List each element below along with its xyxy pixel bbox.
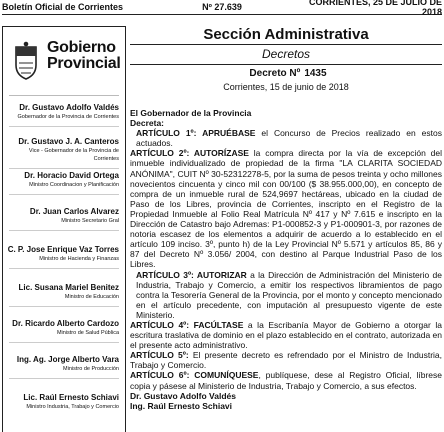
divider (9, 168, 119, 169)
official-name: Dr. Horacio David Ortega (24, 171, 119, 180)
page-header (2, 0, 442, 15)
brand-line-1: Gobierno (47, 39, 116, 56)
publication-title: Boletín Oficial de Corrientes (2, 2, 124, 12)
official-entry (3, 393, 119, 411)
official-name: C. P. Jose Enrique Vaz Torres (7, 245, 119, 254)
official-title: Ministro de Educación (64, 294, 119, 300)
official-name: Dr. Gustavo J. A. Canteros (18, 137, 119, 146)
decree-label: Decreto Nº (249, 68, 301, 79)
divider (9, 126, 119, 127)
governor-line: El Gobernador de la Provincia (130, 108, 252, 118)
official-title: Gobernador de la Provincia de Corrientes (17, 114, 119, 120)
divider (9, 342, 119, 343)
place-date: Corrientes, 15 de junio de 2018 (223, 82, 349, 92)
decree-body (130, 108, 442, 411)
official-entry (3, 103, 119, 121)
article-4 (130, 320, 442, 350)
decreta-line: Decreta: (130, 118, 165, 129)
article-text: a la Dirección de Administración del Ministerio de Industria, Trabajo y Comercio, a emitir los respectivos libramientos de pago contra la Tesorería General de la Provincia, por el monto y concepto mencionado en el artículo precedente, con imputación al presupuesto vigente de este Ministerio. (136, 269, 442, 320)
divider (9, 194, 119, 195)
signature-2: Ing. Raúl Ernesto Schiavi (130, 400, 233, 411)
decree-number (130, 68, 442, 79)
official-entry (3, 245, 119, 263)
article-5 (130, 350, 442, 370)
officials-sidebar (2, 26, 126, 432)
divider (9, 268, 119, 269)
article-text: el Concurso de Precios realizado en estos actuados. (136, 128, 442, 149)
article-head: ARTÍCULO 3º: AUTORIZAR (136, 269, 247, 280)
official-title: Vice - Gobernador de la Provincia de Corrientes (28, 148, 119, 162)
signature-1: Dr. Gustavo Adolfo Valdés (130, 390, 236, 401)
official-entry (3, 319, 119, 337)
subsection-title: Decretos (261, 47, 311, 61)
decree-content (130, 26, 442, 432)
official-name: Ing. Ag. Jorge Alberto Vara (16, 355, 119, 364)
decree-value: 1435 (304, 68, 327, 79)
official-name: Lic. Raúl Ernesto Schiavi (23, 393, 119, 402)
article-6 (130, 370, 442, 390)
divider (9, 230, 119, 231)
official-entry (3, 207, 119, 225)
article-head: ARTÍCULO 5º: (130, 350, 189, 361)
official-entry (3, 283, 119, 301)
publication-date: CORRIENTES, 25 DE JULIO DE 2018 (308, 0, 443, 17)
article-head: ARTÍCULO 6º: COMUNÍQUESE (130, 370, 259, 381)
official-entry (3, 171, 119, 189)
divider (9, 95, 119, 96)
official-title: Ministro Secretario Gral (61, 218, 119, 224)
article-2 (130, 148, 442, 269)
divider (9, 378, 119, 379)
official-name: Dr. Gustavo Adolfo Valdés (19, 103, 119, 112)
article-text: El presente decreto es refrendado por el Ministro de Industria, Trabajo y Comercio. (130, 350, 442, 371)
issue-number: Nº 27.639 (202, 2, 242, 12)
article-head: ARTÍCULO 2º: AUTORÍZASE (130, 148, 249, 159)
official-title: Ministro Coordinacion y Planificación (29, 182, 119, 188)
article-head: ARTÍCULO 4º: FACÚLTASE (130, 319, 244, 330)
official-title: Ministro de Salud Pública (56, 330, 119, 336)
section-title: Sección Administrativa (130, 26, 442, 45)
official-name: Dr. Ricardo Alberto Cardozo (12, 319, 119, 328)
coat-of-arms-icon (13, 41, 39, 81)
official-title: Ministro de Hacienda y Finanzas (39, 256, 119, 262)
article-1 (130, 128, 442, 148)
divider (9, 306, 119, 307)
article-text: , publíquese, dese al Registro Oficial, líbrese copia y pásese al Ministerio de Industria, Trabajo y Comercio, a sus efectos. (130, 370, 443, 391)
official-title: Ministro Industria, Trabajo y Comercio (26, 404, 119, 410)
article-text: la compra directa por la vía de excepción del inmueble individualizado de propiedad de la firma "LA CLARITA SOCIEDAD ANÓNIMA", CUIT Nº 30-52312278-5, por la suma de pesos treinta y ocho millones novecientos cincuenta y cinco mil con 00/100 ($ 38.955.000,00), en concepto de compra de un inmueble rural de 524,9697 hectáreas, ubicado en la ciudad de Paso de los Libres, provincia de Corrientes, inscripto en el Registro de la Propiedad Inmueble al Folio Real Matrícula Nº 417 y Nº 7.615 e inscripto en la Dirección de Catastro bajo Adremas: P1-000852-3 y P1-000901-3, por razones de notoria escasez de los elementos a adquirir de acuerdo a lo establecido en el artículo 109 inciso. 3º, punto h) de la Ley Provincial Nº 5.571 y artículos 85, 86 y 87 del Decreto Nº 3.056/ 2004, con destino al Parque Industrial Paso de los Libres. (130, 148, 442, 270)
official-name: Dr. Juan Carlos Alvarez (29, 207, 119, 216)
article-head: ARTÍCULO 1º: APRUÉBASE (136, 128, 256, 139)
divider (130, 64, 442, 65)
brand-name (47, 40, 120, 72)
article-text: a la Escribanía Mayor de Gobierno a otorgar la escritura traslativa de dominio en el plazo establecido en el contrato, autorizada en el presente acto administrativo. (130, 319, 442, 351)
official-entry (3, 355, 119, 373)
official-entry (3, 137, 119, 163)
brand-line-2: Provincial (47, 55, 121, 72)
official-title: Ministro de Producción (63, 366, 119, 372)
article-3 (130, 270, 442, 320)
official-name: Lic. Susana Mariel Benitez (18, 283, 119, 292)
